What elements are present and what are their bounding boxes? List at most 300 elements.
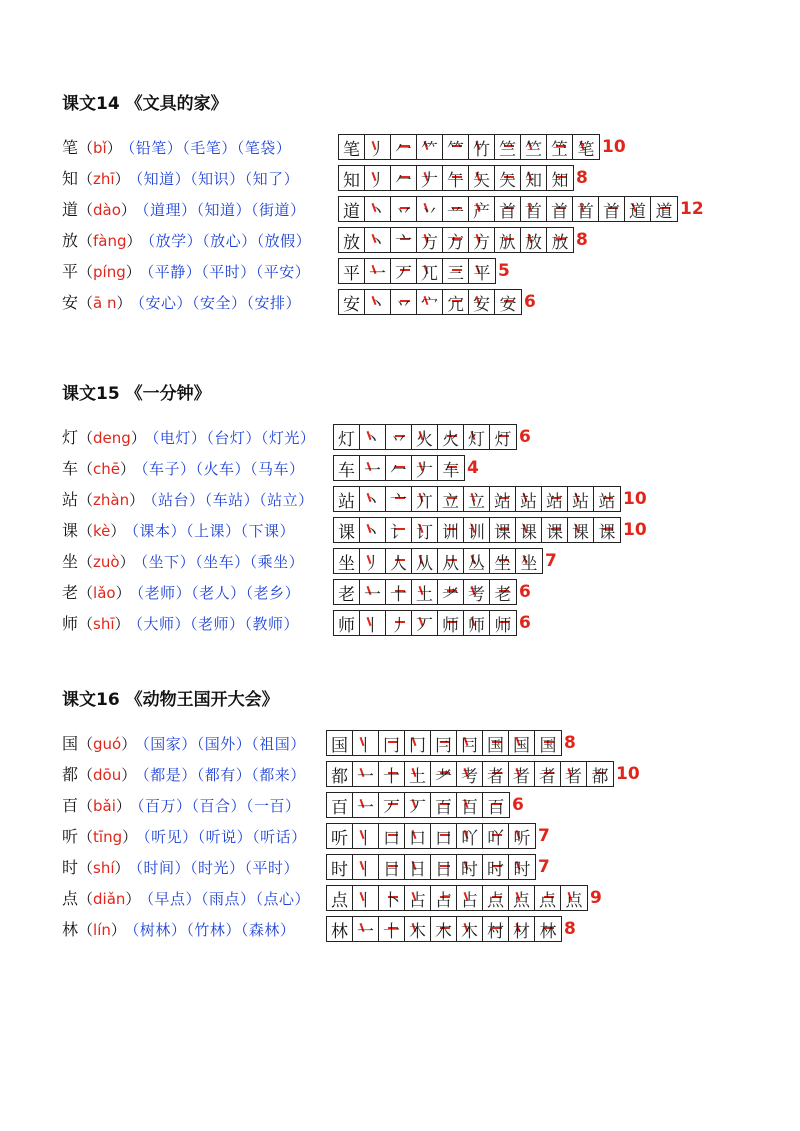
stroke-box	[547, 166, 573, 190]
paren-close: ）	[130, 429, 146, 447]
stroke-box	[334, 518, 360, 542]
stroke-step: 课	[572, 522, 589, 542]
stroke-step: 百	[435, 797, 452, 817]
paren-close: ）	[120, 201, 136, 219]
stroke-count: 4	[467, 458, 479, 478]
stroke-box	[431, 917, 457, 941]
model-character: 国	[331, 735, 348, 755]
stroke-step: 丶	[364, 491, 381, 511]
stroke-box	[464, 580, 490, 604]
stroke-box	[438, 456, 464, 480]
stroke-box	[379, 886, 405, 910]
stroke-box	[360, 549, 386, 573]
stroke-box	[327, 762, 353, 786]
stroke-step: 一	[364, 584, 381, 604]
stroke-step: 时	[461, 859, 478, 879]
stroke-box	[412, 580, 438, 604]
stroke-step: 丶	[364, 429, 381, 449]
stroke-step: 方	[473, 232, 490, 252]
character-row	[62, 546, 557, 577]
paren-open: （	[78, 201, 94, 219]
pinyin: diǎn	[93, 890, 126, 908]
stroke-step: 亠	[395, 232, 412, 252]
stroke-box	[483, 886, 509, 910]
stroke-order-grid	[338, 165, 574, 191]
stroke-step: 十	[383, 766, 400, 786]
stroke-step: 口	[383, 828, 400, 848]
stroke-step: 㫃	[499, 232, 516, 252]
stroke-step: 吖	[461, 828, 478, 848]
stroke-step: 竺	[525, 139, 542, 159]
stroke-box	[412, 487, 438, 511]
stroke-box	[490, 580, 516, 604]
stroke-step: 时	[513, 859, 531, 879]
character-info	[62, 577, 300, 608]
stroke-step: 训	[442, 522, 459, 542]
stroke-step: 放	[525, 232, 542, 252]
stroke-step: 林	[539, 921, 557, 941]
stroke-box	[438, 549, 464, 573]
stroke-box	[542, 487, 568, 511]
character-info	[62, 225, 311, 256]
stroke-box	[417, 228, 443, 252]
stroke-step: 师	[494, 615, 512, 635]
stroke-step: 站	[598, 491, 616, 511]
paren-open: （	[78, 170, 94, 188]
stroke-box	[405, 824, 431, 848]
stroke-step: 道	[655, 201, 673, 221]
stroke-box	[327, 917, 353, 941]
stroke-step: 首	[603, 201, 620, 221]
stroke-box	[353, 824, 379, 848]
word-list: （安心）（安全）（安排）	[137, 294, 302, 312]
stroke-step: 百	[461, 797, 478, 817]
stroke-step: 国	[487, 735, 504, 755]
pinyin: dōu	[93, 766, 122, 784]
stroke-box	[386, 518, 412, 542]
stroke-step: 安	[499, 294, 517, 314]
stroke-box	[327, 855, 353, 879]
stroke-box	[353, 731, 379, 755]
stroke-step: 训	[468, 522, 485, 542]
stroke-box	[438, 611, 464, 635]
stroke-box	[386, 580, 412, 604]
stroke-order-grid	[333, 424, 517, 450]
stroke-step: 考	[461, 766, 478, 786]
stroke-box	[379, 917, 405, 941]
stroke-step: 丶	[369, 201, 386, 221]
stroke-step: 占	[461, 890, 478, 910]
word-list: （电灯）（台灯）（灯光）	[151, 429, 316, 447]
stroke-step: 丛	[468, 553, 485, 573]
stroke-step: 占	[409, 890, 426, 910]
stroke-step: 人	[390, 553, 407, 573]
pinyin: chē	[93, 460, 121, 478]
hanzi: 林	[62, 920, 79, 939]
character-info	[62, 163, 299, 194]
stroke-box	[391, 228, 417, 252]
pinyin: tīng	[93, 828, 123, 846]
stroke-step: 吖	[487, 828, 504, 848]
stroke-box	[365, 290, 391, 314]
stroke-count: 6	[519, 582, 531, 602]
stroke-step: 老	[494, 584, 512, 604]
stroke-box	[327, 793, 353, 817]
model-character: 道	[343, 201, 360, 221]
stroke-box	[599, 197, 625, 221]
stroke-step: 𠂇	[416, 460, 433, 480]
stroke-box	[521, 135, 547, 159]
stroke-box	[412, 611, 438, 635]
stroke-box	[483, 855, 509, 879]
character-row	[62, 852, 550, 883]
stroke-box	[431, 731, 457, 755]
stroke-step: 丷	[421, 201, 438, 221]
stroke-step: 冃	[435, 735, 452, 755]
stroke-order-grid	[326, 885, 588, 911]
stroke-count: 7	[538, 857, 550, 877]
stroke-box	[443, 197, 469, 221]
stroke-count: 10	[623, 489, 647, 509]
stroke-box	[379, 731, 405, 755]
stroke-step: 坐	[494, 553, 511, 573]
word-list: （课本）（上课）（下课）	[131, 522, 295, 540]
stroke-box	[509, 917, 535, 941]
stroke-box	[509, 731, 535, 755]
stroke-step: 宀	[421, 294, 438, 314]
stroke-step: 一	[357, 766, 374, 786]
stroke-box	[379, 762, 405, 786]
stroke-box	[495, 228, 521, 252]
word-list: （早点）（雨点）（点心）	[146, 890, 310, 908]
stroke-order-grid	[333, 486, 621, 512]
stroke-box	[483, 917, 509, 941]
stroke-order-grid	[338, 289, 522, 315]
word-list: （知道）（知识）（知了）	[135, 170, 300, 188]
stroke-step: 丆	[383, 797, 400, 817]
hanzi: 放	[62, 231, 79, 250]
stroke-box	[405, 855, 431, 879]
word-list: （平静）（平时）（平安）	[146, 263, 311, 281]
lesson-section	[62, 688, 640, 945]
hanzi: 老	[62, 583, 79, 602]
character-row	[62, 453, 479, 484]
paren-open: （	[78, 263, 94, 281]
stroke-count: 8	[564, 733, 576, 753]
stroke-box	[386, 456, 412, 480]
stroke-step: 口	[409, 828, 426, 848]
stroke-step: 𠂉	[395, 139, 412, 159]
stroke-box	[379, 824, 405, 848]
character-row	[62, 914, 576, 945]
character-info	[62, 256, 310, 287]
model-character: 平	[343, 263, 360, 283]
stroke-box	[412, 425, 438, 449]
stroke-box	[334, 487, 360, 511]
stroke-box	[521, 228, 547, 252]
stroke-step: 冂	[409, 735, 426, 755]
stroke-box	[386, 425, 412, 449]
stroke-box	[573, 135, 599, 159]
stroke-step: 从	[416, 553, 433, 573]
stroke-step: 者	[513, 766, 530, 786]
stroke-step: 国	[513, 735, 530, 755]
word-list: （铅笔）（毛笔）（笔袋）	[127, 139, 292, 157]
stroke-box	[457, 824, 483, 848]
stroke-order-grid	[333, 455, 465, 481]
stroke-box	[457, 917, 483, 941]
pinyin: zhī	[93, 170, 115, 188]
pinyin: guó	[93, 735, 122, 753]
stroke-box	[469, 135, 495, 159]
stroke-box	[464, 611, 490, 635]
stroke-box	[365, 197, 391, 221]
stroke-box	[561, 762, 587, 786]
paren-close: ）	[116, 294, 132, 312]
stroke-step: 站	[572, 491, 589, 511]
stroke-step: 丨	[357, 859, 374, 879]
stroke-step: 首	[525, 201, 542, 221]
stroke-box	[412, 518, 438, 542]
stroke-count: 8	[576, 168, 588, 188]
character-info	[62, 422, 315, 453]
stroke-box	[469, 259, 495, 283]
stroke-count: 10	[602, 137, 626, 157]
stroke-order-grid	[338, 258, 496, 284]
stroke-box	[438, 487, 464, 511]
stroke-box	[405, 793, 431, 817]
character-info	[62, 546, 304, 577]
stroke-step: 十	[383, 921, 400, 941]
stroke-step: 订	[416, 522, 433, 542]
stroke-step: 丆	[416, 615, 433, 635]
paren-close: ）	[114, 859, 130, 877]
stroke-step: 矢	[473, 170, 490, 190]
word-list: （国家）（国外）（祖国）	[142, 735, 306, 753]
character-info	[62, 287, 301, 318]
hanzi: 听	[62, 827, 79, 846]
stroke-step: 点	[487, 890, 504, 910]
model-character: 灯	[338, 429, 355, 449]
stroke-box	[443, 166, 469, 190]
stroke-box	[360, 518, 386, 542]
stroke-step: 笔	[577, 139, 595, 159]
stroke-box	[651, 197, 677, 221]
paren-close: ）	[119, 553, 135, 571]
word-list: （道理）（知道）（街道）	[141, 201, 306, 219]
stroke-box	[469, 228, 495, 252]
stroke-step: 者	[565, 766, 582, 786]
stroke-box	[438, 518, 464, 542]
stroke-step: 产	[473, 201, 490, 221]
stroke-step: 一	[364, 460, 381, 480]
stroke-box	[535, 762, 561, 786]
stroke-box	[594, 518, 620, 542]
pinyin: kè	[93, 522, 111, 540]
stroke-step: 矢	[499, 170, 516, 190]
stroke-step: 亠	[390, 491, 407, 511]
paren-open: （	[78, 828, 94, 846]
model-character: 点	[331, 890, 348, 910]
stroke-step: 知	[551, 170, 569, 190]
word-list: （树林）（竹林）（森林）	[131, 921, 296, 939]
stroke-order-grid	[338, 227, 574, 253]
stroke-step: 道	[629, 201, 646, 221]
hanzi: 课	[62, 521, 79, 540]
hanzi: 道	[62, 200, 79, 219]
stroke-step: 丨	[357, 828, 374, 848]
stroke-step: 课	[546, 522, 563, 542]
character-row	[62, 422, 531, 453]
stroke-box	[490, 611, 516, 635]
stroke-step: 笁	[551, 139, 568, 159]
stroke-box	[490, 487, 516, 511]
lesson-title: 课文14 《文具的家》	[62, 94, 228, 114]
hanzi: 知	[62, 169, 79, 188]
character-row	[62, 287, 536, 318]
stroke-step: 方	[447, 232, 464, 252]
character-info	[62, 453, 305, 484]
pinyin: zuò	[93, 553, 120, 571]
stroke-step: 𥫗	[447, 139, 464, 159]
stroke-box	[360, 456, 386, 480]
stroke-step: 䒑	[447, 201, 464, 221]
stroke-step: 者	[487, 766, 504, 786]
character-info	[62, 515, 295, 546]
paren-open: （	[78, 491, 94, 509]
stroke-box	[405, 731, 431, 755]
stroke-box	[386, 487, 412, 511]
pinyin: píng	[93, 263, 126, 281]
stroke-box	[391, 135, 417, 159]
stroke-step: 火	[442, 429, 459, 449]
stroke-step: 十	[390, 584, 407, 604]
stroke-box	[568, 487, 594, 511]
paren-close: ）	[125, 263, 141, 281]
stroke-box	[327, 886, 353, 910]
character-row	[62, 515, 647, 546]
stroke-step: 立	[442, 491, 459, 511]
stroke-step: 丶	[364, 522, 381, 542]
stroke-order-grid	[326, 916, 562, 942]
stroke-step: 火	[416, 429, 433, 449]
stroke-box	[443, 290, 469, 314]
stroke-step: 车	[442, 460, 460, 480]
stroke-box	[490, 425, 516, 449]
stroke-box	[464, 518, 490, 542]
stroke-order-grid	[326, 761, 614, 787]
stroke-box	[495, 135, 521, 159]
stroke-box	[535, 917, 561, 941]
stroke-box	[334, 611, 360, 635]
paren-open: （	[78, 921, 94, 939]
model-character: 放	[343, 232, 360, 252]
stroke-box	[509, 762, 535, 786]
character-row	[62, 759, 640, 790]
stroke-step: 师	[442, 615, 459, 635]
stroke-box	[443, 135, 469, 159]
paren-open: （	[78, 460, 94, 478]
stroke-step: 一	[369, 263, 386, 283]
character-info	[62, 914, 295, 945]
character-row	[62, 883, 602, 914]
stroke-box	[464, 549, 490, 573]
hanzi: 都	[62, 765, 79, 784]
stroke-count: 6	[524, 292, 536, 312]
character-info	[62, 852, 299, 883]
stroke-step: 木	[461, 921, 478, 941]
stroke-box	[457, 731, 483, 755]
stroke-step: 者	[539, 766, 556, 786]
stroke-step: 日	[383, 859, 400, 879]
paren-close: ）	[125, 890, 141, 908]
stroke-count: 6	[519, 613, 531, 633]
stroke-box	[334, 549, 360, 573]
stroke-order-grid	[326, 854, 536, 880]
stroke-box	[365, 135, 391, 159]
stroke-box	[542, 518, 568, 542]
stroke-box	[412, 549, 438, 573]
pinyin: bǐ	[93, 139, 107, 157]
stroke-box	[469, 166, 495, 190]
stroke-box	[469, 290, 495, 314]
stroke-box	[386, 611, 412, 635]
lesson-section	[62, 92, 704, 318]
stroke-count: 8	[564, 919, 576, 939]
model-character: 听	[331, 828, 348, 848]
hanzi: 笔	[62, 138, 79, 157]
stroke-step: 坐	[520, 553, 538, 573]
stroke-step: 丿	[390, 615, 407, 635]
stroke-box	[509, 824, 535, 848]
paren-close: ）	[115, 584, 131, 602]
stroke-box	[334, 425, 360, 449]
stroke-step: 口	[435, 828, 452, 848]
stroke-box	[353, 793, 379, 817]
stroke-step: 一	[357, 797, 374, 817]
stroke-step: 都	[591, 766, 609, 786]
stroke-box	[521, 197, 547, 221]
stroke-step: 耂	[435, 766, 452, 786]
stroke-step: 考	[468, 584, 485, 604]
stroke-box	[339, 197, 365, 221]
stroke-box	[339, 228, 365, 252]
hanzi: 平	[62, 262, 79, 281]
stroke-count: 6	[519, 427, 531, 447]
stroke-step: 首	[499, 201, 516, 221]
model-character: 林	[331, 921, 348, 941]
paren-close: ）	[121, 766, 137, 784]
stroke-box	[438, 580, 464, 604]
stroke-step: 丿	[369, 170, 386, 190]
stroke-step: 站	[494, 491, 511, 511]
stroke-box	[516, 549, 542, 573]
stroke-step: 冃	[461, 735, 478, 755]
stroke-count: 5	[498, 261, 510, 281]
character-info	[62, 790, 300, 821]
stroke-box	[431, 855, 457, 879]
hanzi: 车	[62, 459, 79, 478]
stroke-step: 讠	[390, 522, 407, 542]
model-character: 车	[338, 460, 355, 480]
character-info	[62, 728, 306, 759]
model-character: 知	[343, 170, 360, 190]
stroke-count: 10	[623, 520, 647, 540]
stroke-box	[438, 425, 464, 449]
paren-close: ）	[126, 232, 142, 250]
character-row	[62, 256, 510, 287]
stroke-step: 亣	[416, 491, 433, 511]
